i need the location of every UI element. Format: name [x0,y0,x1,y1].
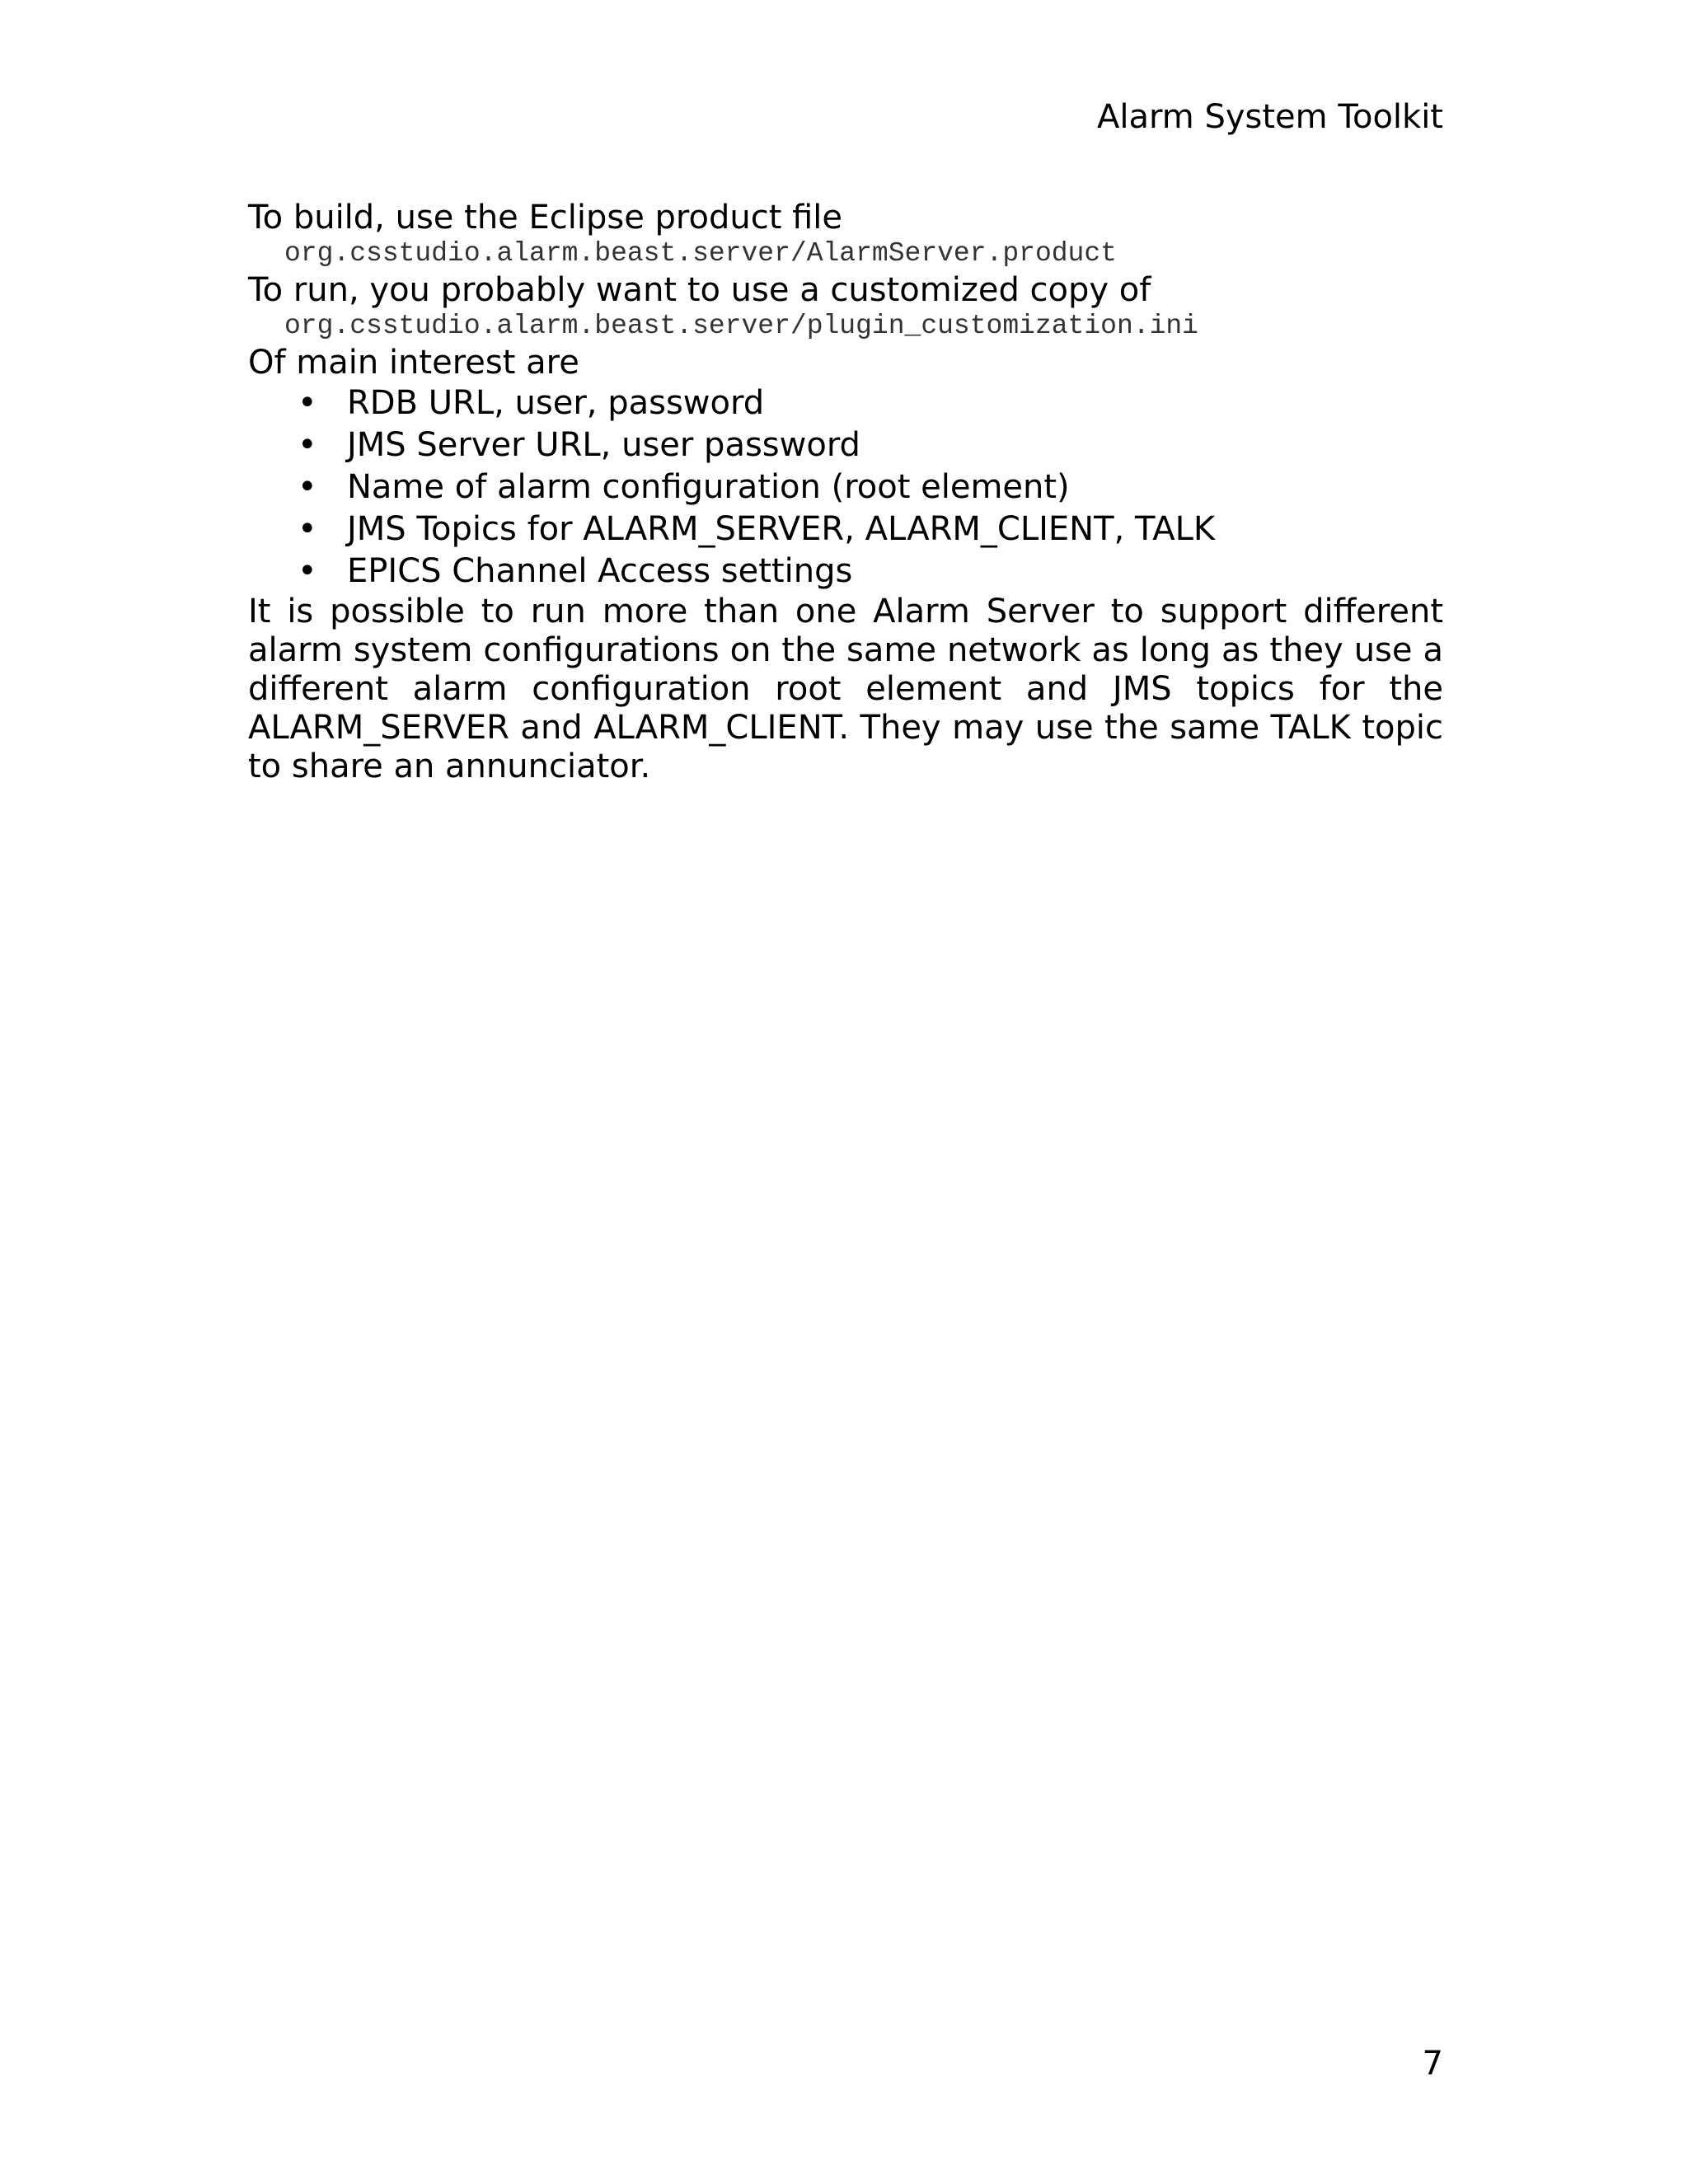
bullet-icon: • [298,426,317,464]
build-intro: To build, use the Eclipse product file [248,199,843,237]
list-item-text: EPICS Channel Access settings [347,552,853,590]
list-item-text: JMS Topics for ALARM_SERVER, ALARM_CLIENT, TALK [347,510,1216,548]
bullet-icon: • [298,510,317,548]
list-item [248,382,1443,424]
list-item-text: Name of alarm configuration (root element) [347,468,1070,506]
list-item-text: JMS Server URL, user password [347,426,860,464]
list-item-text: RDB URL, user, password [347,384,765,422]
run-customization-path: org.csstudio.alarm.beast.server/plugin_customization.ini [284,311,1198,341]
interest-list [248,382,1443,593]
interest-intro: Of main interest are [248,344,579,382]
list-item [248,551,1443,593]
run-intro: To run, you probably want to use a customized copy of [248,271,1151,309]
bullet-icon: • [298,384,317,422]
document-body [248,198,1443,786]
bullet-icon: • [298,552,317,590]
closing-paragraph: It is possible to run more than one Alarm Server to support different alarm system configurations on the same network as long as they use a different alarm configuration root element and JMS topics for the ALARM_SERVER and ALARM_CLIENT. They may use the same TALK topic to share an annunciator. [248,593,1443,785]
page-number: 7 [1422,2045,1443,2083]
list-item [248,424,1443,466]
bullet-icon: • [298,468,317,506]
running-header: Alarm System Toolkit [1097,98,1443,136]
build-product-path: org.csstudio.alarm.beast.server/AlarmServer.product [284,238,1117,269]
list-item [248,509,1443,551]
list-item [248,466,1443,509]
